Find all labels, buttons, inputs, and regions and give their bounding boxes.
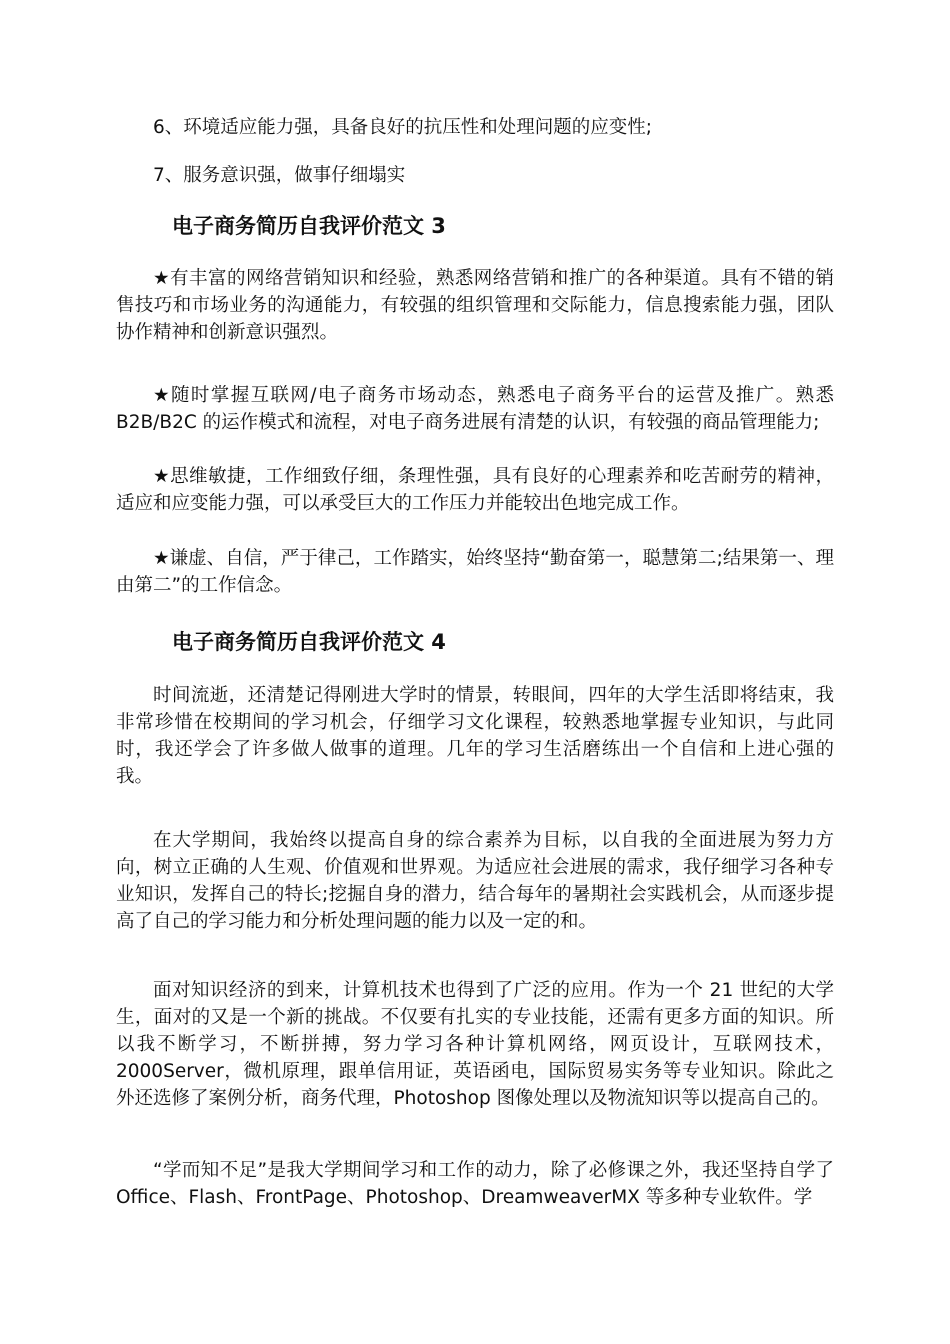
paragraph: ★思维敏捷，工作细致仔细，条理性强，具有良好的心理素养和吃苦耐劳的精神，适应和应变能力强，可以承受巨大的工作压力并能较出色地完成工作。 [116, 466, 834, 514]
list-item: 7、服务意识强，做事仔细塌实 [153, 165, 406, 186]
section-heading: 电子商务简历自我评价范文 4 [172, 630, 446, 654]
section-heading: 电子商务简历自我评价范文 3 [172, 214, 446, 238]
paragraph: 在大学期间，我始终以提高自身的综合素养为目标，以自我的全面进展为努力方向，树立正确的人生观、价值观和世界观。为适应社会进展的需求，我仔细学习各种专业知识，发挥自己的特长;挖掘自身的潜力，结合每年的暑期社会实践机会，从而逐步提高了自己的学习能力和分析处理问题的能力以及一定的和。 [116, 830, 834, 932]
paragraph: 时间流逝，还清楚记得刚进大学时的情景，转眼间，四年的大学生活即将结束，我非常珍惜在校期间的学习机会，仔细学习文化课程，较熟悉地掌握专业知识，与此同时，我还学会了许多做人做事的道理。几年的学习生活磨练出一个自信和上进心强的我。 [116, 685, 834, 787]
paragraph: ★谦虚、自信，严于律己，工作踏实，始终坚持“勤奋第一，聪慧第二;结果第一、理由第二”的工作信念。 [116, 548, 834, 596]
paragraph: “学而知不足”是我大学期间学习和工作的动力，除了必修课之外，我还坚持自学了 Office、Flash、FrontPage、Photoshop、DreamweaverMX 等多种专业软件。学 [116, 1160, 834, 1208]
paragraph: ★有丰富的网络营销知识和经验，熟悉网络营销和推广的各种渠道。具有不错的销售技巧和市场业务的沟通能力，有较强的组织管理和交际能力，信息搜索能力强，团队协作精神和创新意识强烈。 [116, 268, 834, 343]
paragraph: 面对知识经济的到来，计算机技术也得到了广泛的应用。作为一个 21 世纪的大学生，面对的又是一个新的挑战。不仅要有扎实的专业技能，还需有更多方面的知识。所以我不断学习，不断拼搏，努力学习各种计算机网络，网页设计，互联网技术，2000Server，微机原理，跟单信用证，英语函电，国际贸易实务等专业知识。除此之外还选修了案例分析，商务代理，Photoshop 图像处理以及物流知识等以提高自己的。 [116, 980, 834, 1109]
list-item: 6、环境适应能力强，具备良好的抗压性和处理问题的应变性; [153, 117, 653, 138]
paragraph: ★随时掌握互联网/电子商务市场动态，熟悉电子商务平台的运营及推广。熟悉 B2B/B2C 的运作模式和流程，对电子商务进展有清楚的认识，有较强的商品管理能力; [116, 385, 834, 433]
